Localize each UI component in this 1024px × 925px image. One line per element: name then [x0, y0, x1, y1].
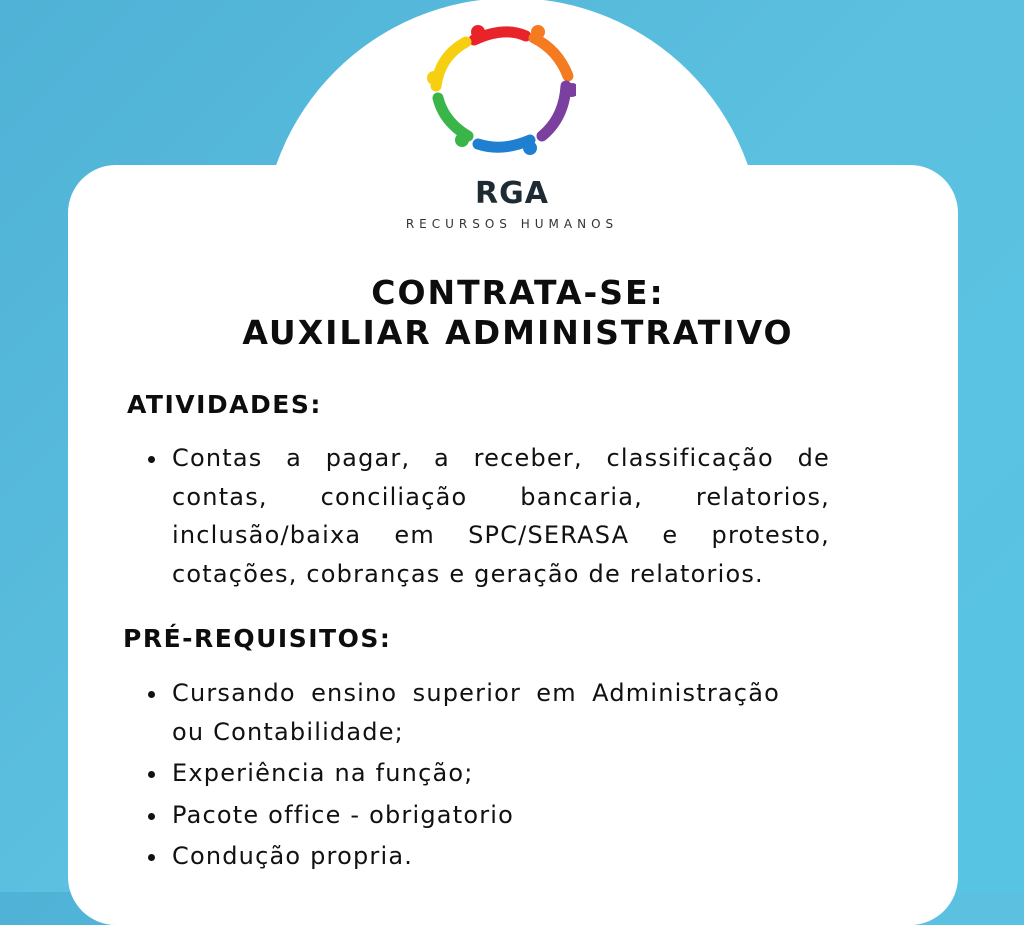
title-line-2: AUXILIAR ADMINISTRATIVO: [242, 313, 794, 352]
list-item: Experiência na função;: [148, 754, 780, 793]
list-item: Contas a pagar, a receber, classificação de contas, conciliação bancaria, relatorios, inclusão/baixa em SPC/SERASA e protesto, cotações, cobranças e geração de relatorios.: [148, 439, 830, 593]
brand-subtitle: RECURSOS HUMANOS: [405, 217, 619, 231]
list-item: Condução propria.: [148, 837, 780, 876]
atividades-heading: ATIVIDADES:: [127, 390, 322, 419]
list-item: Cursando ensino superior em Administração ou Contabilidade;: [148, 674, 780, 751]
atividades-list: [148, 439, 830, 593]
brand-name: RGA: [475, 176, 549, 211]
list-item: Pacote office - obrigatorio: [148, 796, 780, 835]
page-title: [0, 273, 1024, 353]
requisitos-heading: PRÉ-REQUISITOS:: [123, 624, 392, 653]
title-line-1: CONTRATA-SE:: [371, 273, 665, 312]
requisitos-list: [148, 674, 780, 876]
rga-logo-icon: [426, 18, 576, 158]
